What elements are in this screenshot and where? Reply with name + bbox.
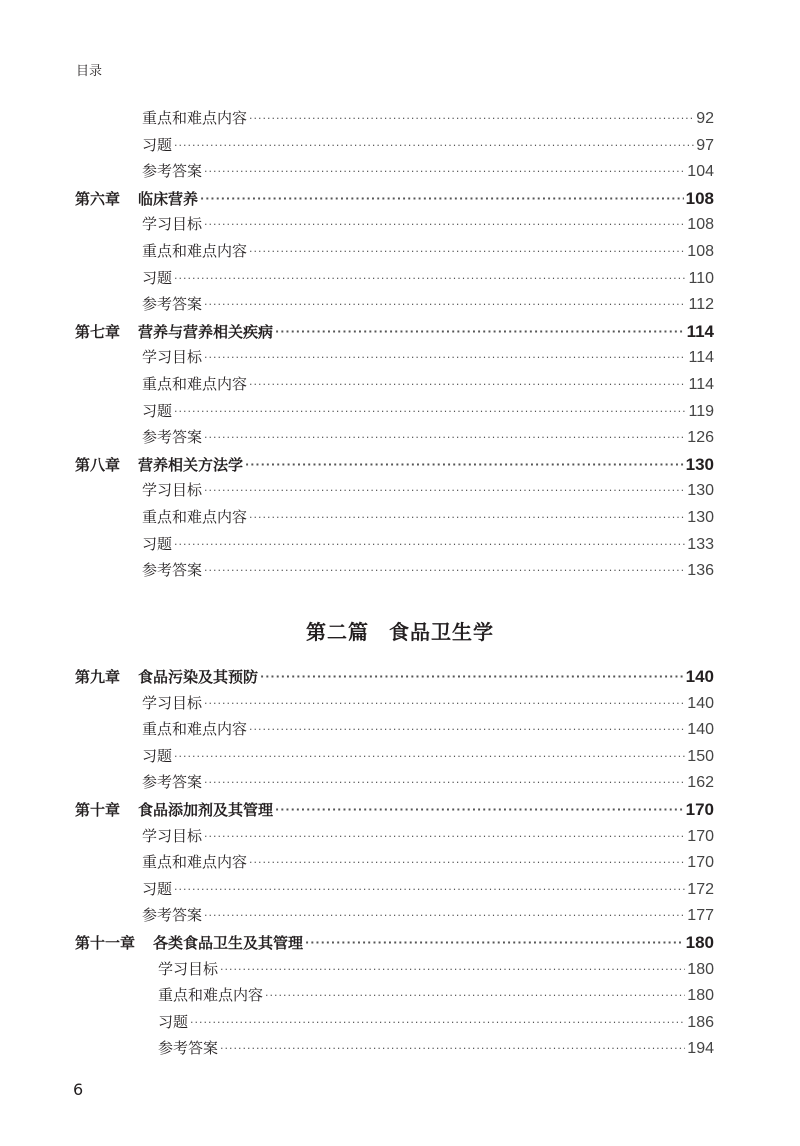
entry-page-number: 126: [687, 429, 714, 447]
toc-section-entry[interactable]: [158, 1035, 714, 1062]
dot-leader: [174, 405, 686, 418]
entry-page-number: 186: [687, 1013, 714, 1031]
toc-chapter-entry[interactable]: [75, 185, 714, 212]
entry-title: 习题: [142, 268, 173, 287]
entry-title: 学习目标: [158, 959, 219, 978]
toc-section-entry[interactable]: [142, 743, 714, 770]
entry-page-number: 104: [687, 163, 714, 181]
toc-section-entry[interactable]: [142, 876, 714, 903]
toc-chapter-entry[interactable]: [75, 663, 714, 690]
dot-leader: [174, 272, 686, 285]
entry-title: 参考答案: [142, 906, 203, 925]
dot-leader: [174, 139, 694, 152]
entry-title: 营养与营养相关疾病: [138, 322, 274, 341]
chapter-number: 第七章: [75, 322, 121, 341]
entry-page-number: 180: [685, 933, 714, 952]
entry-title: 重点和难点内容: [142, 853, 248, 872]
toc-section-entry[interactable]: [142, 371, 714, 398]
entry-page-number: 130: [685, 454, 714, 474]
running-header: 目录: [76, 64, 103, 79]
chapter-number: 第九章: [75, 668, 121, 686]
entry-page-number: 172: [687, 880, 714, 898]
entry-title: 习题: [142, 746, 173, 765]
entry-page-number: 130: [687, 482, 714, 500]
dot-leader: [220, 1042, 685, 1055]
entry-page-number: 162: [687, 774, 714, 792]
dot-leader: [305, 936, 684, 949]
chapter-number: 第八章: [75, 455, 121, 474]
chapter-number: 第十一章: [75, 934, 136, 952]
entry-title: 学习目标: [142, 693, 203, 712]
entry-title: 学习目标: [142, 826, 203, 845]
entry-title: 习题: [158, 1012, 189, 1031]
entry-title: 食品添加剂及其管理: [138, 801, 274, 819]
part-number: 第二篇: [306, 620, 370, 644]
entry-title: 各类食品卫生及其管理: [153, 934, 304, 952]
entry-page-number: 180: [687, 960, 714, 978]
entry-title: 重点和难点内容: [142, 720, 248, 739]
dot-leader: [204, 484, 685, 497]
entry-page-number: 177: [687, 907, 714, 925]
toc-section-entry[interactable]: [142, 849, 714, 876]
entry-page-number: 140: [687, 721, 714, 739]
toc-section-entry[interactable]: [142, 531, 714, 558]
entry-title: 习题: [142, 879, 173, 898]
entry-page-number: 170: [687, 827, 714, 845]
entry-title: 习题: [142, 135, 173, 154]
entry-page-number: 108: [685, 188, 714, 208]
entry-page-number: 140: [687, 694, 714, 712]
dot-leader: [249, 245, 685, 258]
toc-section-entry[interactable]: [142, 424, 714, 451]
entry-title: 参考答案: [158, 1039, 219, 1058]
entry-title: 习题: [142, 401, 173, 420]
entry-page-number: 130: [687, 509, 714, 526]
toc-section-entry[interactable]: [142, 265, 714, 292]
toc-chapter-entry[interactable]: [75, 796, 714, 823]
dot-leader: [204, 776, 685, 789]
dot-leader: [204, 298, 686, 311]
entry-title: 临床营养: [138, 189, 199, 208]
toc-chapter-entry[interactable]: [75, 929, 714, 956]
dot-leader: [249, 856, 685, 869]
dot-leader: [204, 351, 686, 364]
entry-page-number: 194: [687, 1040, 714, 1058]
entry-page-number: 133: [687, 535, 714, 553]
dot-leader: [249, 378, 686, 391]
dot-leader: [204, 830, 685, 843]
toc-section-entry[interactable]: [142, 504, 714, 531]
dot-leader: [204, 165, 685, 178]
entry-title: 习题: [142, 534, 173, 553]
dot-leader: [200, 192, 684, 205]
entry-page-number: 180: [687, 987, 714, 1005]
dot-leader: [275, 325, 685, 338]
toc-section-entry[interactable]: [142, 238, 714, 265]
dot-leader: [204, 218, 685, 231]
entry-page-number: 150: [687, 747, 714, 765]
entry-title: 参考答案: [142, 295, 203, 314]
entry-page-number: 136: [687, 562, 714, 580]
dot-leader: [265, 989, 685, 1002]
toc-section-entry[interactable]: [142, 158, 714, 185]
entry-page-number: 170: [685, 800, 714, 819]
chapter-number: 第六章: [75, 189, 121, 208]
dot-leader: [174, 538, 685, 551]
entry-page-number: 92: [696, 110, 714, 127]
entry-page-number: 114: [686, 321, 714, 341]
toc-section-entry[interactable]: [142, 211, 714, 238]
toc-chapter-entry[interactable]: [75, 451, 714, 478]
dot-leader: [220, 963, 685, 976]
entry-page-number: 114: [688, 376, 714, 393]
entry-title: 营养相关方法学: [138, 455, 244, 474]
dot-leader: [245, 458, 684, 471]
chapter-number: 第十章: [75, 801, 121, 819]
entry-title: 重点和难点内容: [142, 508, 248, 526]
entry-title: 学习目标: [142, 348, 203, 367]
toc-section-entry[interactable]: [142, 557, 714, 584]
entry-page-number: 108: [687, 216, 714, 234]
dot-leader: [174, 883, 685, 896]
entry-title: 重点和难点内容: [142, 109, 248, 127]
toc-section-entry[interactable]: [142, 690, 714, 717]
entry-title: 重点和难点内容: [158, 986, 264, 1005]
entry-page-number: 108: [687, 243, 714, 260]
toc-section-entry[interactable]: [142, 823, 714, 850]
toc-chapter-entry[interactable]: [75, 318, 714, 345]
toc-section-entry[interactable]: [142, 105, 714, 132]
part-title: [0, 616, 800, 645]
dot-leader: [249, 511, 685, 524]
entry-title: 参考答案: [142, 773, 203, 792]
dot-leader: [260, 670, 684, 683]
dot-leader: [204, 697, 685, 710]
page-number: 6: [73, 1080, 84, 1099]
entry-title: 学习目标: [142, 481, 203, 500]
dot-leader: [204, 909, 685, 922]
entry-title: 重点和难点内容: [142, 242, 248, 260]
dot-leader: [249, 723, 685, 736]
part-name: 食品卫生学: [388, 620, 494, 644]
toc-section-entry[interactable]: [142, 132, 714, 159]
toc-section-entry[interactable]: [142, 477, 714, 504]
dot-leader: [204, 431, 685, 444]
entry-page-number: 170: [687, 854, 714, 872]
dot-leader: [275, 803, 684, 816]
entry-title: 食品污染及其预防: [138, 668, 259, 686]
toc-section-entry[interactable]: [158, 956, 714, 983]
toc-section-entry[interactable]: [142, 902, 714, 929]
entry-page-number: 110: [688, 269, 714, 287]
toc-section-entry[interactable]: [142, 291, 714, 318]
toc-section-entry[interactable]: [158, 982, 714, 1009]
entry-page-number: 140: [685, 667, 714, 686]
toc-section-entry[interactable]: [142, 398, 714, 425]
entry-title: 参考答案: [142, 428, 203, 447]
dot-leader: [204, 564, 685, 577]
entry-page-number: 97: [696, 136, 714, 154]
toc-section-entry[interactable]: [142, 344, 714, 371]
entry-page-number: 112: [688, 296, 714, 314]
toc-section-entry[interactable]: [142, 716, 714, 743]
dot-leader: [174, 750, 685, 763]
entry-title: 参考答案: [142, 561, 203, 580]
entry-title: 学习目标: [142, 215, 203, 234]
entry-title: 参考答案: [142, 162, 203, 181]
dot-leader: [249, 112, 694, 125]
entry-page-number: 119: [688, 402, 714, 420]
dot-leader: [190, 1016, 685, 1029]
toc-section-entry[interactable]: [158, 1009, 714, 1036]
entry-page-number: 114: [688, 349, 714, 367]
toc-section-entry[interactable]: [142, 769, 714, 796]
entry-title: 重点和难点内容: [142, 375, 248, 393]
